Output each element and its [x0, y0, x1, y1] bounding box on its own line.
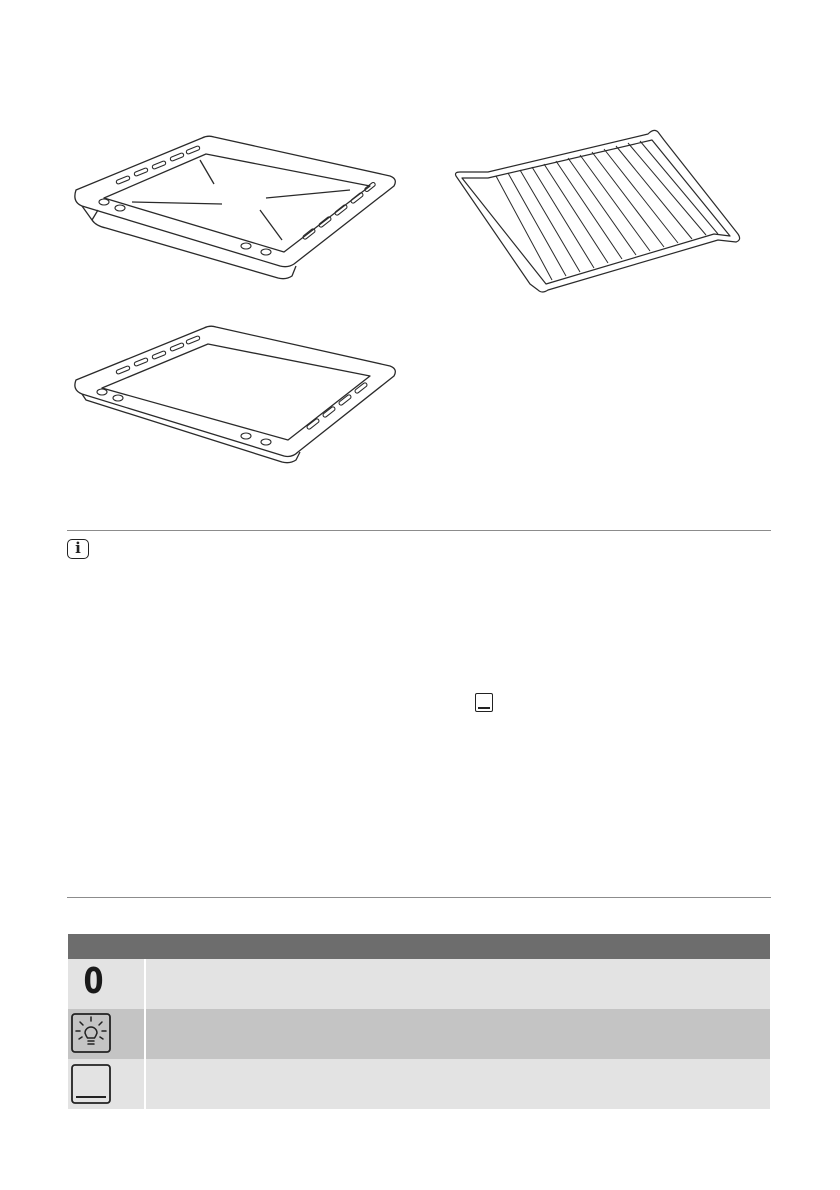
table-row: [68, 959, 770, 1009]
symbol-cell: [68, 959, 146, 1009]
symbol-cell: [68, 1009, 146, 1059]
oven-frame-icon: [71, 1064, 111, 1104]
inline-oven-frame-icon: [475, 693, 493, 712]
symbol-table: [68, 934, 770, 1109]
flat-baking-tray-illustration: [70, 322, 402, 464]
table-header: [68, 934, 770, 959]
zero-symbol: 0: [83, 961, 104, 1002]
description-cell: [146, 1059, 770, 1109]
lamp-icon: [71, 1013, 111, 1053]
info-icon-glyph: i: [75, 539, 81, 557]
section-divider-top: [67, 530, 771, 531]
description-cell: [146, 959, 770, 1009]
symbol-cell: [68, 1059, 146, 1109]
info-icon: [67, 539, 89, 559]
deep-baking-tray-illustration: [68, 132, 402, 282]
table-row: [68, 1009, 770, 1059]
wire-shelf-illustration: [452, 124, 744, 296]
table-row: [68, 1059, 770, 1109]
description-cell: [146, 1009, 770, 1059]
section-divider-bottom: [67, 897, 771, 898]
